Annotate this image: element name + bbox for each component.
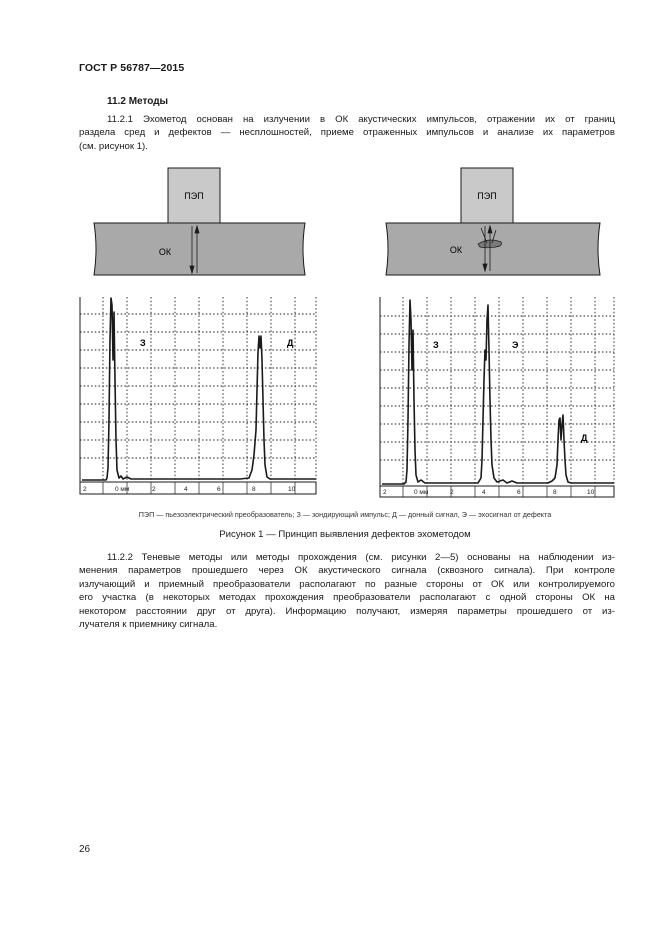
axis-tick-label: 8: [252, 486, 256, 493]
axis-tick-label: 6: [217, 486, 221, 493]
paragraph-line: излучающий и приемный преобразователи располагают по разные стороны от ОК или контролируемого: [79, 578, 615, 590]
test-object-block: [386, 223, 600, 275]
figure-caption: Рисунок 1 — Принцип выявления дефектов эхометодом: [219, 529, 471, 540]
axis-tick-label: 2: [383, 489, 387, 496]
probe-pulse-label: З: [140, 338, 146, 348]
paragraph-line: 11.2.2 Теневые методы или методы прохождения (см. рисунки 2—5) основаны на наблюдении из-: [107, 552, 615, 563]
paragraph-line: лучателя к приемнику сигнала.: [79, 619, 218, 631]
axis-tick-label: 2: [83, 486, 87, 493]
axis-tick-label: 4: [482, 489, 486, 496]
axis-tick-label: 0 мм: [115, 486, 130, 493]
right-schematic: [386, 168, 600, 275]
axis-tick-label: 10: [288, 486, 296, 493]
back-wall-signal-label: Д: [287, 338, 294, 348]
test-object-label: ОК: [158, 247, 172, 257]
paragraph-11-2-2: [79, 551, 615, 631]
oscillogram-trace: [382, 300, 614, 484]
defect-echo-label: Э: [512, 340, 519, 350]
section-title: 11.2 Методы: [107, 96, 169, 107]
axis-tick-label: 10: [587, 489, 595, 496]
paragraph-line: 11.2.1 Эхометод основан на излучении в ОК акустических импульсов, отражении их от границ: [107, 114, 615, 125]
left-schematic: [94, 168, 305, 275]
axis-tick-label: 2: [450, 489, 454, 496]
right-oscillogram: [380, 297, 614, 497]
paragraph-line: раздела сред и дефектов — несплошностей, приеме отраженных импульсов и анализе их параметров: [79, 127, 615, 139]
transducer-label: ПЭП: [184, 191, 204, 201]
axis-tick-label: 8: [553, 489, 557, 496]
paragraph-line: (см. рисунок 1).: [79, 140, 148, 152]
probe-pulse-label: З: [433, 340, 439, 350]
document-code: ГОСТ Р 56787—2015: [79, 62, 185, 74]
axis-tick-label: 6: [517, 489, 521, 496]
transducer-label: ПЭП: [477, 191, 497, 201]
test-object-block: [94, 223, 305, 275]
axis-tick-label: 0 мм: [414, 489, 429, 496]
axis-tick-label: 2: [152, 486, 156, 493]
back-wall-signal-label: Д: [581, 433, 588, 443]
paragraph-line: менения параметров прошедшего через ОК акустического сигнала (сквозного сигнала). При контроле: [79, 565, 615, 577]
figure-legend: ПЭП — пьезоэлектрический преобразователь; З — зондирующий импульс; Д — донный сигнал, Э — эхосигнал от дефекта: [138, 510, 552, 519]
axis-tick-label: 4: [184, 486, 188, 493]
paragraph-line: некотором расстоянии друг от друга). Информацию получают, измеряя параметры прошедшего от из-: [79, 605, 615, 617]
page-number: 26: [79, 844, 91, 855]
left-oscillogram: [80, 297, 316, 494]
test-object-label: ОК: [449, 245, 463, 255]
paragraph-line: его участка (в некоторых методах прохождения преобразователи располагают с одной стороны ОК на: [79, 592, 615, 604]
